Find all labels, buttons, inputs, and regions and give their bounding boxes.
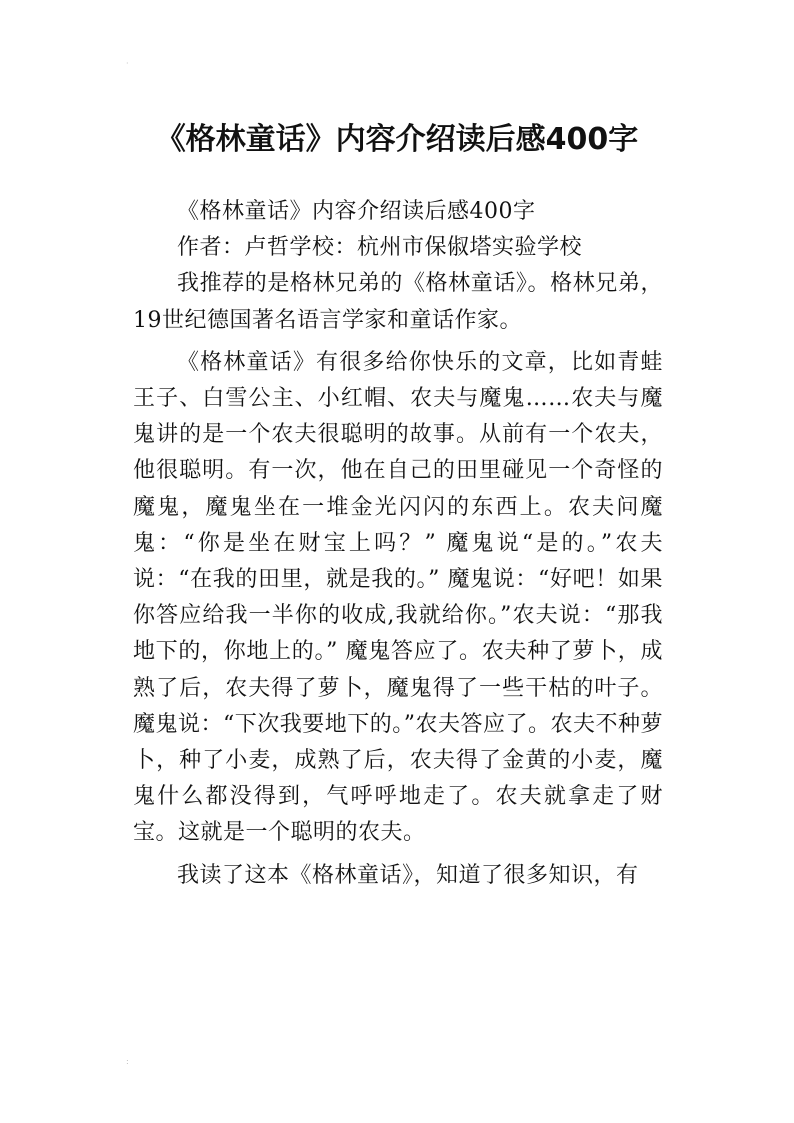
subtitle-line: 《格林童话》内容介绍读后感400字	[177, 199, 536, 224]
corner-mark-bottom-left: :	[126, 1057, 129, 1066]
paragraph-intro: 我推荐的是格林兄弟的《格林童话》。格林兄弟，19世纪德国著名语言学家和童话作家。	[133, 271, 663, 333]
paragraph-story: 《格林童话》有很多给你快乐的文章，比如青蛙王子、白雪公主、小红帽、农夫与魔鬼……农夫与魔鬼讲的是一个农夫很聪明的故事。从前有一个农夫，他很聪明。有一次，他在自己的田里碰见一个奇怪的魔鬼，魔鬼坐在一堆金光闪闪的东西上。农夫问魔鬼：“你是坐在财宝上吗？” 魔鬼说“是的。”农夫说：“在我的田里，就是我的。” 魔鬼说：“好吧！如果你答应给我一半你的收成,我就给你。”农夫说：“那我地下的，你地上的。” 魔鬼答应了。农夫种了萝卜，成熟了后，农夫得了萝卜，魔鬼得了一些干枯的叶子。魔鬼说：“下次我要地下的。”农夫答应了。农夫不种萝卜，种了小麦，成熟了后，农夫得了金黄的小麦，魔鬼什么都没得到，气呼呼地走了。农夫就拿走了财宝。这就是一个聪明的农夫。	[133, 349, 663, 846]
author-line: 作者：卢哲学校：杭州市保俶塔实验学校	[177, 235, 583, 261]
document-title: 《格林童话》内容介绍读后感400字	[155, 122, 639, 158]
document-body	[133, 194, 663, 894]
corner-mark-top-left: ·	[126, 59, 129, 68]
paragraph-reflection: 我读了这本《格林童话》，知道了很多知识，有	[177, 862, 639, 888]
